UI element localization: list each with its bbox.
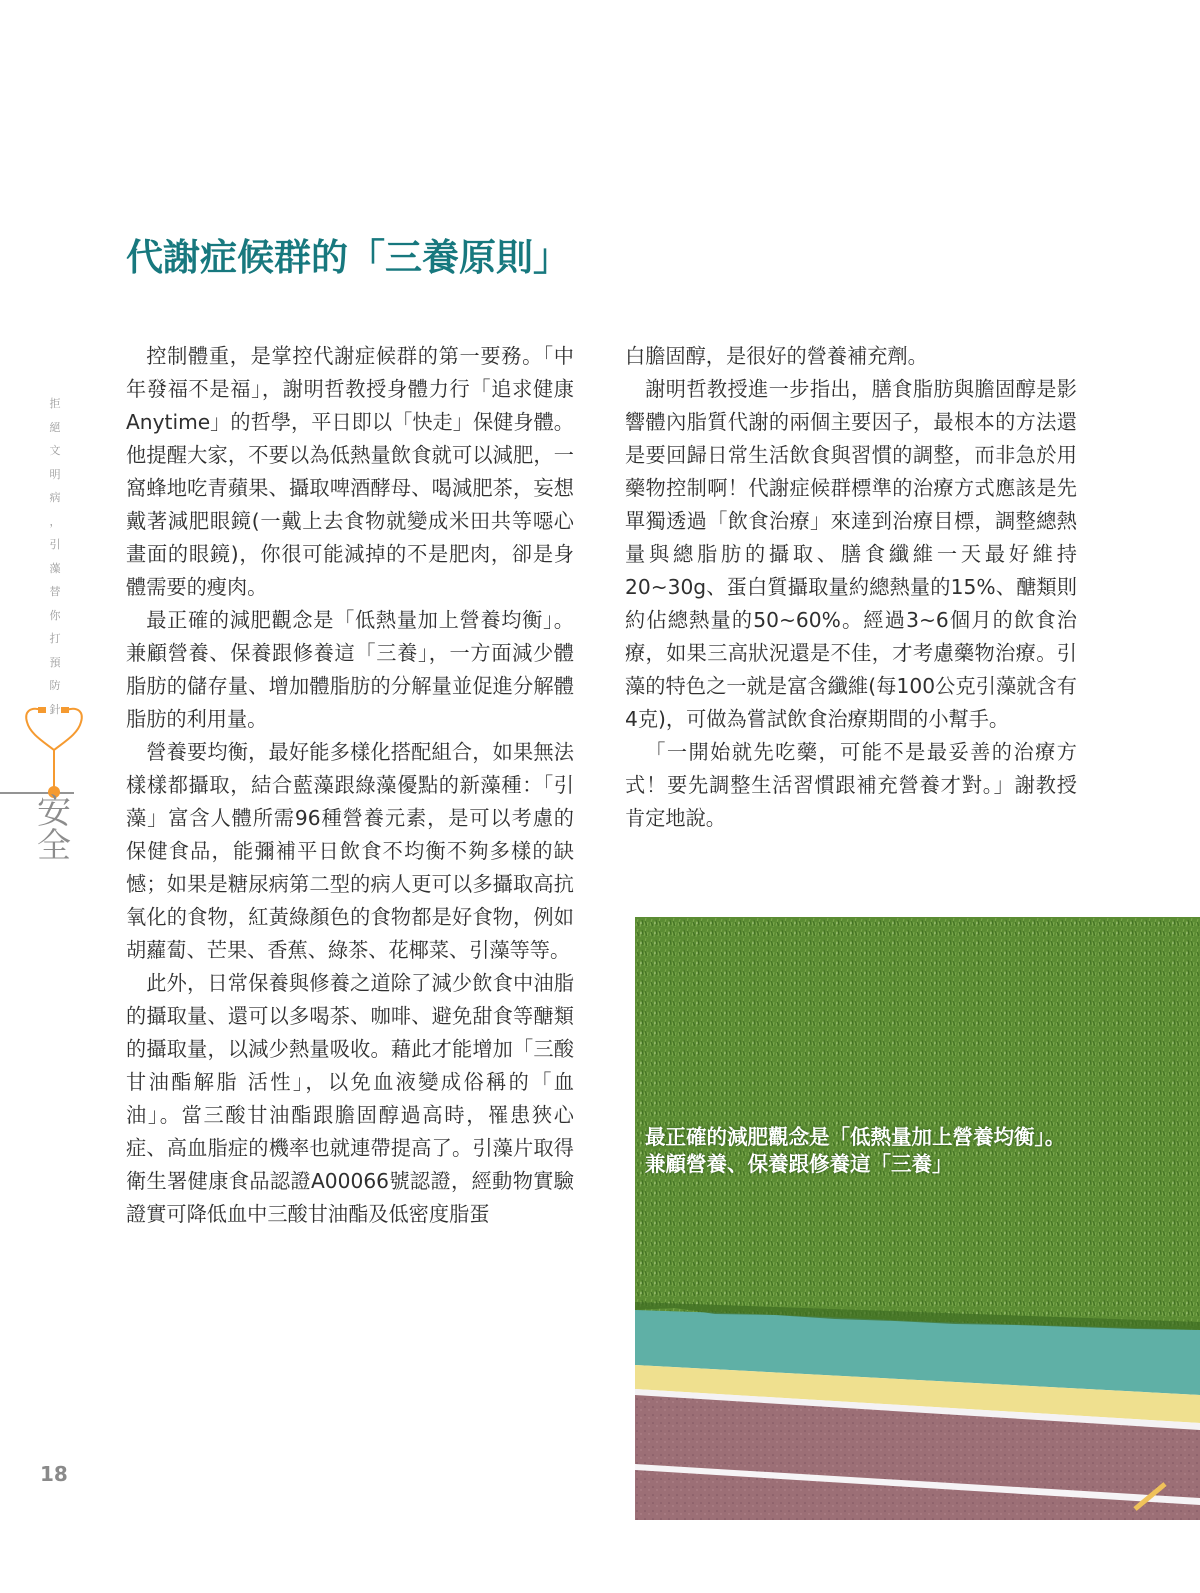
paragraph: 此外，日常保養與修養之道除了減少飲食中油脂的攝取量、還可以多喝茶、咖啡、避免甜食等醣類的攝取量，以減少熱量吸收。藉此才能增加「三酸甘油酯解脂 活性」，以免血液變成俗稱的「血油」。當三酸甘油酯跟膽固醇過高時，罹患狹心症、高血脂症的機率也就連帶提高了。引藻片取得衛生署健康食品認證A00066號認證，經動物實驗證實可降低血中三酸甘油酯及低密度脂蛋 xyxy=(126,971,574,1226)
photo-illustration xyxy=(635,917,1200,1520)
sidebar-char: 拒 xyxy=(49,397,61,410)
sidebar-series-text xyxy=(47,392,63,721)
sidebar-char: 藻 xyxy=(49,561,61,575)
sidebar-char: 打 xyxy=(49,632,61,645)
article-right-column xyxy=(625,340,1077,835)
section-label-char: 安 xyxy=(37,792,71,832)
paragraph: 最正確的減肥觀念是「低熱量加上營養均衡」。兼顧營養、保養跟修養這「三養」，一方面減少體脂肪的儲存量、增加體脂肪的分解量並促進分解體脂肪的利用量。 xyxy=(126,608,574,731)
sidebar-char: 替 xyxy=(49,585,61,598)
section-label xyxy=(34,792,74,866)
page-number: 18 xyxy=(40,1462,68,1486)
sidebar-char: 文 xyxy=(49,444,61,457)
paragraph: 控制體重，是掌控代謝症候群的第一要務。「中年發福不是福」，謝明哲教授身體力行「追求健康Anytime」的哲學，平日即以「快走」保健身體。他提醒大家，不要以為低熱量飲食就可以減肥，一窩蜂地吃青蘋果、攝取啤酒酵母、喝減肥茶，妄想戴著減肥眼鏡(一戴上去食物就變成米田共等噁心畫面的眼鏡)，你很可能減掉的不是肥肉，卻是身體需要的瘦肉。 xyxy=(126,344,574,599)
paragraph: 營養要均衡，最好能多樣化搭配組合，如果無法樣樣都攝取，結合藍藻跟綠藻優點的新藻種：「引藻」富含人體所需96種營養元素，是可以考慮的保健食品，能彌補平日飲食不均衡不夠多樣的缺憾；如果是糖尿病第二型的病人更可以多攝取高抗氧化的食物，紅黃綠顏色的食物都是好食物，例如胡蘿蔔、芒果、香蕉、綠茶、花椰菜、引藻等等。 xyxy=(126,740,574,962)
sidebar-char: 預 xyxy=(49,655,61,669)
sidebar-char: 針 xyxy=(49,702,61,716)
grass-track-photo xyxy=(635,917,1200,1520)
sidebar-char: 防 xyxy=(49,679,61,692)
paragraph: 謝明哲教授進一步指出，膳食脂肪與膽固醇是影響體內脂質代謝的兩個主要因子，最根本的方法還是要回歸日常生活飲食與習慣的調整，而非急於用藥物控制啊！代謝症候群標準的治療方式應該是先單獨透過「飲食治療」來達到治療目標，調整總熱量與總脂肪的攝取、膳食纖維一天最好維持20~30g、蛋白質攝取量約總熱量的15%、醣類則約佔總熱量的50~60%。經過3~6個月的飲食治療，如果三高狀況還是不佳，才考慮藥物治療。引藻的特色之一就是富含纖維(每100公克引藻就含有4克)，可做為嘗試飲食治療期間的小幫手。 xyxy=(625,377,1077,731)
stethoscope-icon xyxy=(0,700,100,800)
paragraph: 白膽固醇，是很好的營養補充劑。 xyxy=(625,344,928,368)
section-label-char: 全 xyxy=(37,826,71,866)
caption-line: 最正確的減肥觀念是「低熱量加上營養均衡」。 xyxy=(645,1125,1066,1149)
page-title: 代謝症候群的「三養原則」 xyxy=(126,235,570,279)
sidebar-char: 你 xyxy=(49,608,61,622)
sidebar-char: 絕 xyxy=(49,420,61,434)
paragraph: 「一開始就先吃藥，可能不是最妥善的治療方式！要先調整生活習慣跟補充營養才對。」謝教授肯定地說。 xyxy=(625,740,1077,830)
sidebar-char: 明 xyxy=(49,467,61,481)
sidebar-char: 病 xyxy=(49,491,61,504)
caption-line: 兼顧營養、保養跟修養這「三養」 xyxy=(645,1152,953,1176)
photo-caption xyxy=(645,1124,1185,1178)
sidebar-char: 引 xyxy=(49,538,61,551)
article-left-column xyxy=(126,340,574,1231)
sidebar-char: ， xyxy=(49,514,61,528)
